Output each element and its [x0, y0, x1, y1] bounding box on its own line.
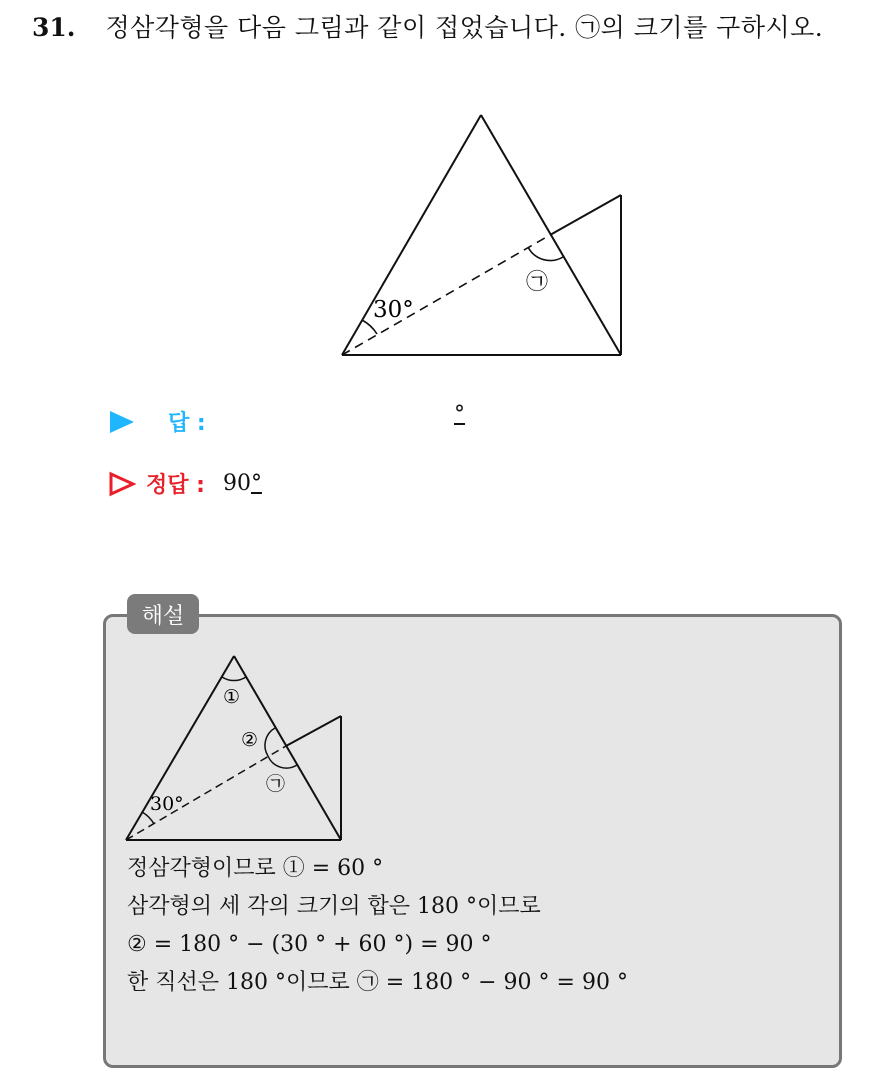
expl-unknown-label: ㉠ [266, 773, 286, 795]
main-fold-line [342, 235, 550, 355]
main-figure [0, 0, 884, 380]
question-number: 31. [32, 13, 76, 42]
answer-label: 답 : [168, 411, 206, 436]
explanation-tag: 해설 [127, 594, 199, 634]
explanation-line: ② = 180 ° − (30 ° + 60 °) = 90 ° [127, 932, 492, 957]
answer-row [108, 402, 465, 437]
expl-mark-2: ② [241, 729, 259, 751]
expl-mark-1: ① [223, 686, 241, 708]
correct-answer-unit: ° [250, 471, 262, 496]
explanation-line: 삼각형의 세 각의 크기의 합은 180 °이므로 [127, 894, 541, 919]
play-arrow-icon [108, 409, 136, 435]
explanation-line: 정삼각형이므로 ① = 60 ° [127, 856, 384, 881]
main-angle-30-label: 30° [373, 297, 414, 323]
correct-answer-row [108, 468, 262, 499]
expl-angle-30-label: 30° [150, 793, 184, 815]
main-unknown-label: ㉠ [526, 270, 549, 295]
question-text: 정삼각형을 다음 그림과 같이 접었습니다. ㉠의 크기를 구하시오. [105, 13, 824, 42]
explanation-line: 한 직선은 180 °이므로 ㉠ = 180 ° − 90 ° = 90 ° [127, 970, 628, 995]
explanation-text [127, 850, 628, 1002]
answer-blank-unit: ° [454, 402, 465, 427]
correct-answer-value [223, 471, 262, 496]
correct-answer-number: 90 [222, 471, 251, 496]
correct-answer-label: 정답 : [146, 473, 205, 498]
outline-arrow-icon [108, 471, 136, 497]
main-angle-unknown-arc [528, 247, 563, 261]
main-folded-flap-top [550, 195, 621, 235]
